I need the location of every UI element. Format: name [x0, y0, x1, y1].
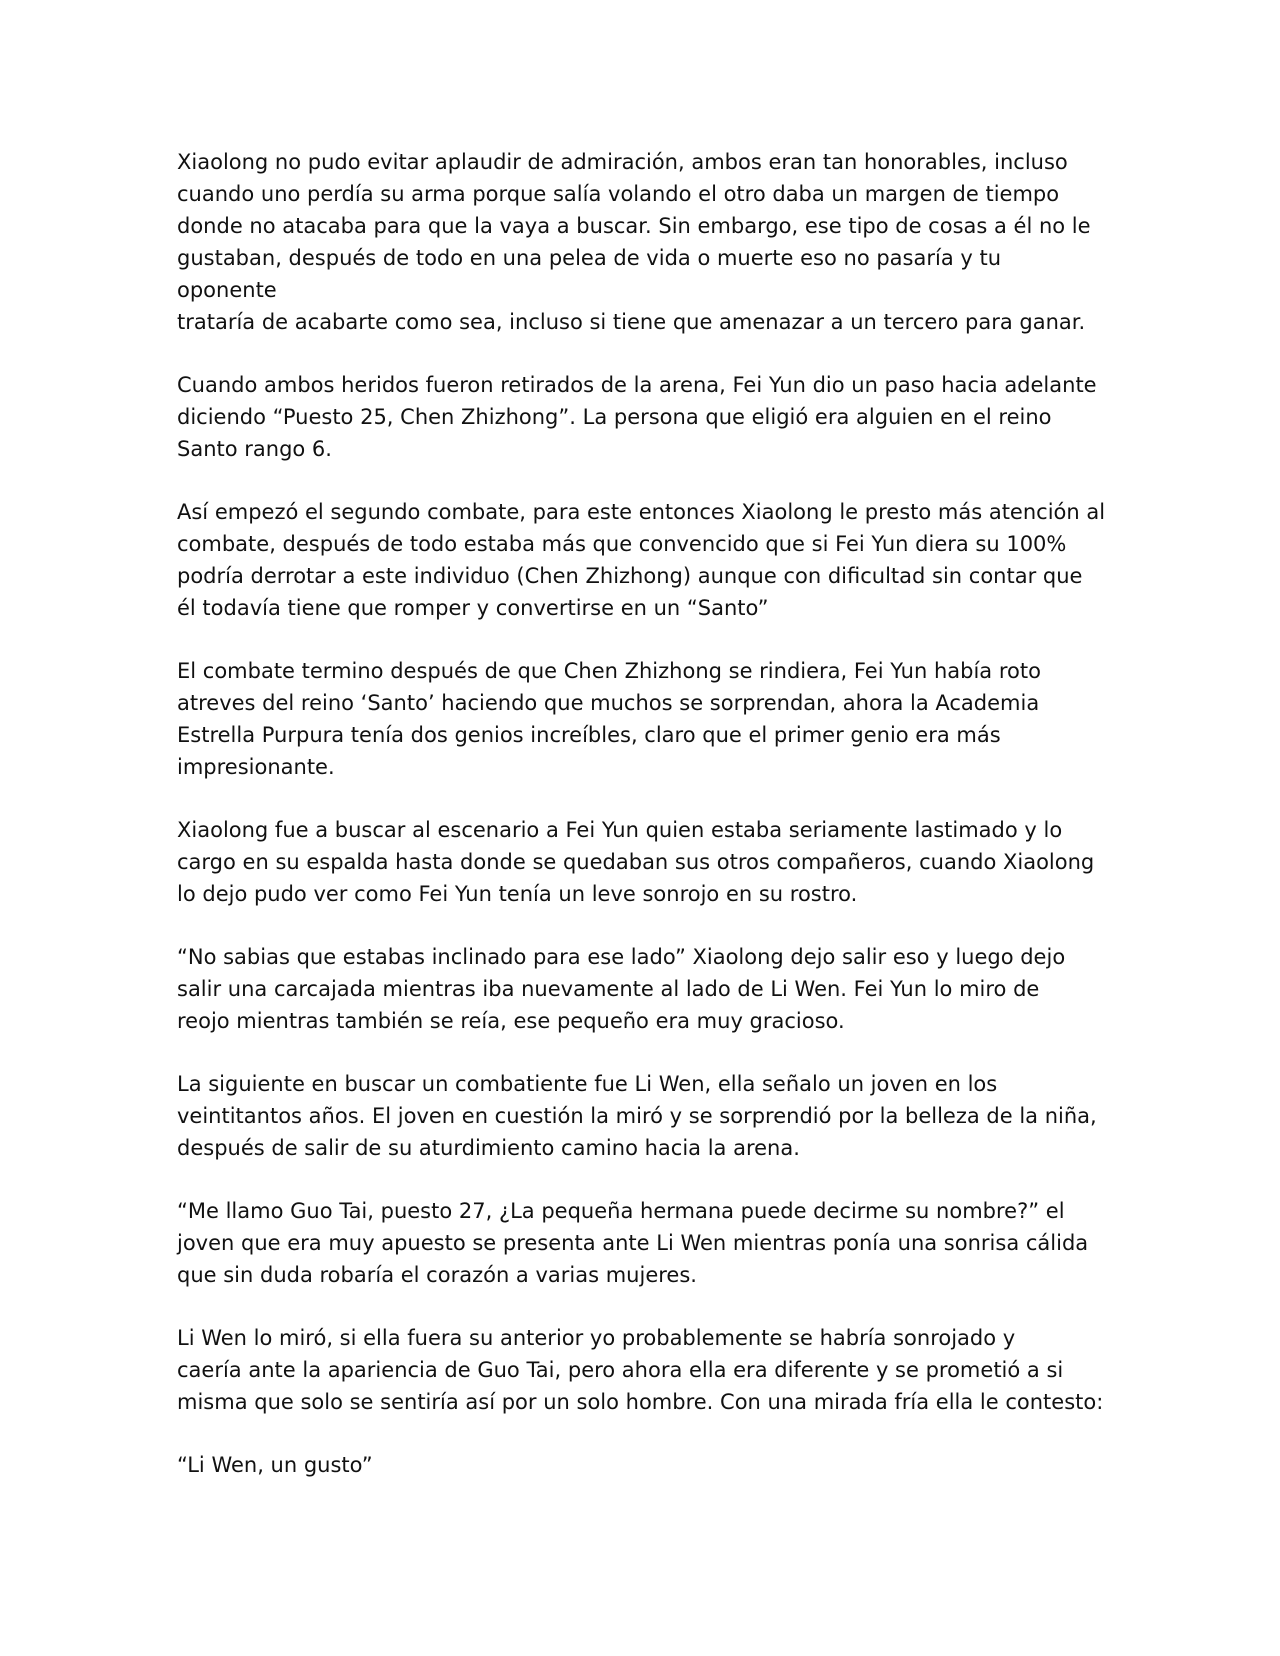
paragraph-10: “Li Wen, un gusto”	[177, 1453, 373, 1477]
paragraph-6: “No sabias que estabas inclinado para ese lado” Xiaolong dejo salir eso y luego dejo salir una carcajada mientras iba nuevamente al lado de Li Wen. Fei Yun lo miro de reojo mientras también se reía, ese pequeño era muy gracioso.	[177, 945, 1066, 1033]
paragraph-9: Li Wen lo miró, si ella fuera su anterior yo probablemente se habría sonrojado y caería ante la apariencia de Guo Tai, pero ahora ella era diferente y se prometió a si misma que solo se sentiría así por un solo hombre. Con una mirada fría ella le contesto:	[177, 1326, 1104, 1414]
paragraph-2: Cuando ambos heridos fueron retirados de la arena, Fei Yun dio un paso hacia adelante diciendo “Puesto 25, Chen Zhizhong”. La persona que eligió era alguien en el reino Santo rango 6.	[177, 373, 1097, 461]
paragraph-4: El combate termino después de que Chen Zhizhong se rindiera, Fei Yun había roto atreves del reino ‘Santo’ haciendo que muchos se sorprendan, ahora la Academia Estrella Purpura tenía dos genios increíbles, claro que el primer genio era más impresionante.	[177, 659, 1041, 779]
paragraph-1: Xiaolong no pudo evitar aplaudir de admiración, ambos eran tan honorables, incluso cuando uno perdía su arma porque salía volando el otro daba un margen de tiempo donde no atacaba para que la vaya a buscar. Sin embargo, ese tipo de cosas a él no le gustaban, después de todo en una pelea de vida o muerte eso no pasaría y tu oponente trataría de acabarte como sea, incluso si tiene que amenazar a un tercero para ganar.	[177, 150, 1091, 334]
paragraph-3: Así empezó el segundo combate, para este entonces Xiaolong le presto más atención al combate, después de todo estaba más que convencido que si Fei Yun diera su 100% podría derrotar a este individuo (Chen Zhizhong) aunque con dificultad sin contar que él todavía tiene que romper y convertirse en un “Santo”	[177, 500, 1106, 620]
document-page	[177, 146, 1107, 1512]
paragraph-8: “Me llamo Guo Tai, puesto 27, ¿La pequeña hermana puede decirme su nombre?” el joven que era muy apuesto se presenta ante Li Wen mientras ponía una sonrisa cálida que sin duda robaría el corazón a varias mujeres.	[177, 1199, 1089, 1287]
paragraph-5: Xiaolong fue a buscar al escenario a Fei Yun quien estaba seriamente lastimado y lo cargo en su espalda hasta donde se quedaban sus otros compañeros, cuando Xiaolong lo dejo pudo ver como Fei Yun tenía un leve sonrojo en su rostro.	[177, 818, 1095, 906]
paragraph-7: La siguiente en buscar un combatiente fue Li Wen, ella señalo un joven en los veintitantos años. El joven en cuestión la miró y se sorprendió por la belleza de la niña, después de salir de su aturdimiento camino hacia la arena.	[177, 1072, 1097, 1160]
